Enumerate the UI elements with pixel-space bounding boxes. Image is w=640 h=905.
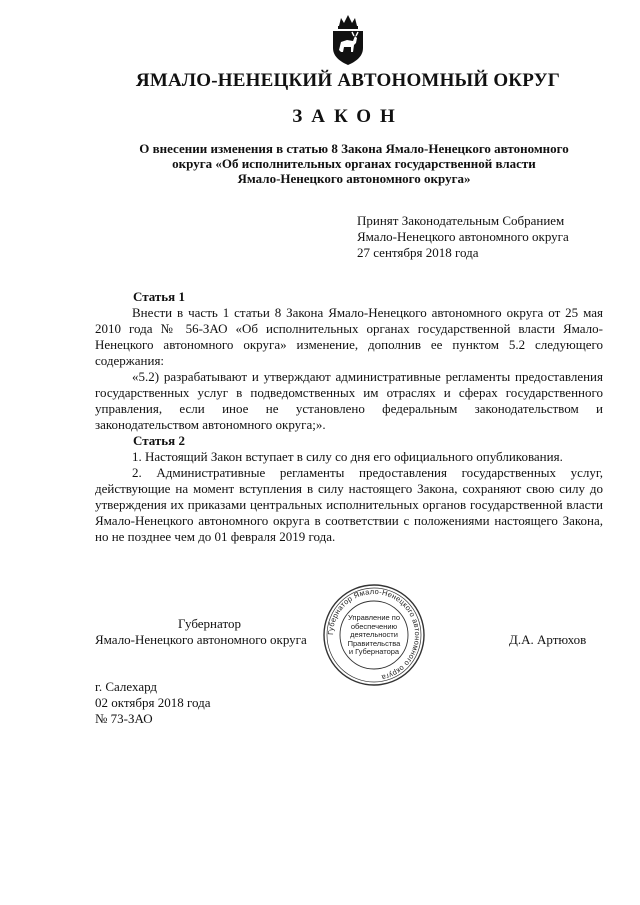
region-heading: ЯМАЛО-НЕНЕЦКИЙ АВТОНОМНЫЙ ОКРУГ [135, 70, 561, 91]
article-paragraph: 1. Настоящий Закон вступает в силу со дня его официального опубликования. [132, 449, 563, 464]
subject-line: округа «Об исполнительных органах государственной власти [172, 156, 536, 171]
seal-center-text: Управление по обеспечению деятельности Правительства и Губернатора [347, 613, 401, 656]
article-paragraph: «5.2) разрабатывают и утверждают административные регламенты предоставления государственных услуг в подведомственных им отраслях и сферах государственного управления, если иное не установлено федеральным законодательством и законодательством автономного округа;». [95, 369, 603, 432]
footer-line: № 73-ЗАО [95, 711, 153, 726]
article-paragraph: Внести в часть 1 статьи 8 Закона Ямало-Ненецкого автономного округа от 25 мая 2010 года № 56-ЗАО «Об исполнительных органах государственной власти Ямало-Ненецкого автономного округа» изменение, дополнив ее пунктом 5.2 следующего содержания: [95, 305, 603, 368]
article-1-title: Статья 1 [133, 289, 185, 304]
article-1-text [95, 305, 603, 433]
adoption-line: 27 сентября 2018 года [357, 245, 479, 260]
document-type-heading: ЗАКОН [292, 106, 404, 127]
place-date-number [95, 679, 211, 727]
signatory-name: Д.А. Артюхов [509, 632, 587, 647]
signatory-region: Ямало-Ненецкого автономного округа [95, 632, 307, 647]
adoption-line: Принят Законодательным Собранием [357, 213, 565, 228]
adoption-line: Ямало-Ненецкого автономного округа [357, 229, 569, 244]
seal-ring-text: Губернатор Ямало-Ненецкого автономного округа [325, 586, 423, 683]
law-subject [100, 141, 608, 186]
footer-line: г. Салехард [95, 679, 158, 694]
article-2-text [95, 449, 603, 545]
signatory-title: Губернатор [178, 616, 241, 631]
footer-line: 02 октября 2018 года [95, 695, 211, 710]
adoption-note [357, 213, 617, 261]
subject-line: О внесении изменения в статью 8 Закона Ямало-Ненецкого автономного [139, 141, 569, 156]
subject-line: Ямало-Ненецкого автономного округа» [237, 171, 471, 186]
coat-of-arms-icon [327, 12, 369, 66]
article-paragraph: 2. Административные регламенты предоставления государственных услуг, действующие на момент вступления в силу настоящего Закона, сохраняют свою силу до утверждения их приказами центральных исполнительных органов государственной власти Ямало-Ненецкого автономного округа в соответствии с положениями настоящего Закона, но не позднее чем до 01 февраля 2019 года. [95, 465, 603, 544]
article-2-title: Статья 2 [133, 433, 185, 448]
